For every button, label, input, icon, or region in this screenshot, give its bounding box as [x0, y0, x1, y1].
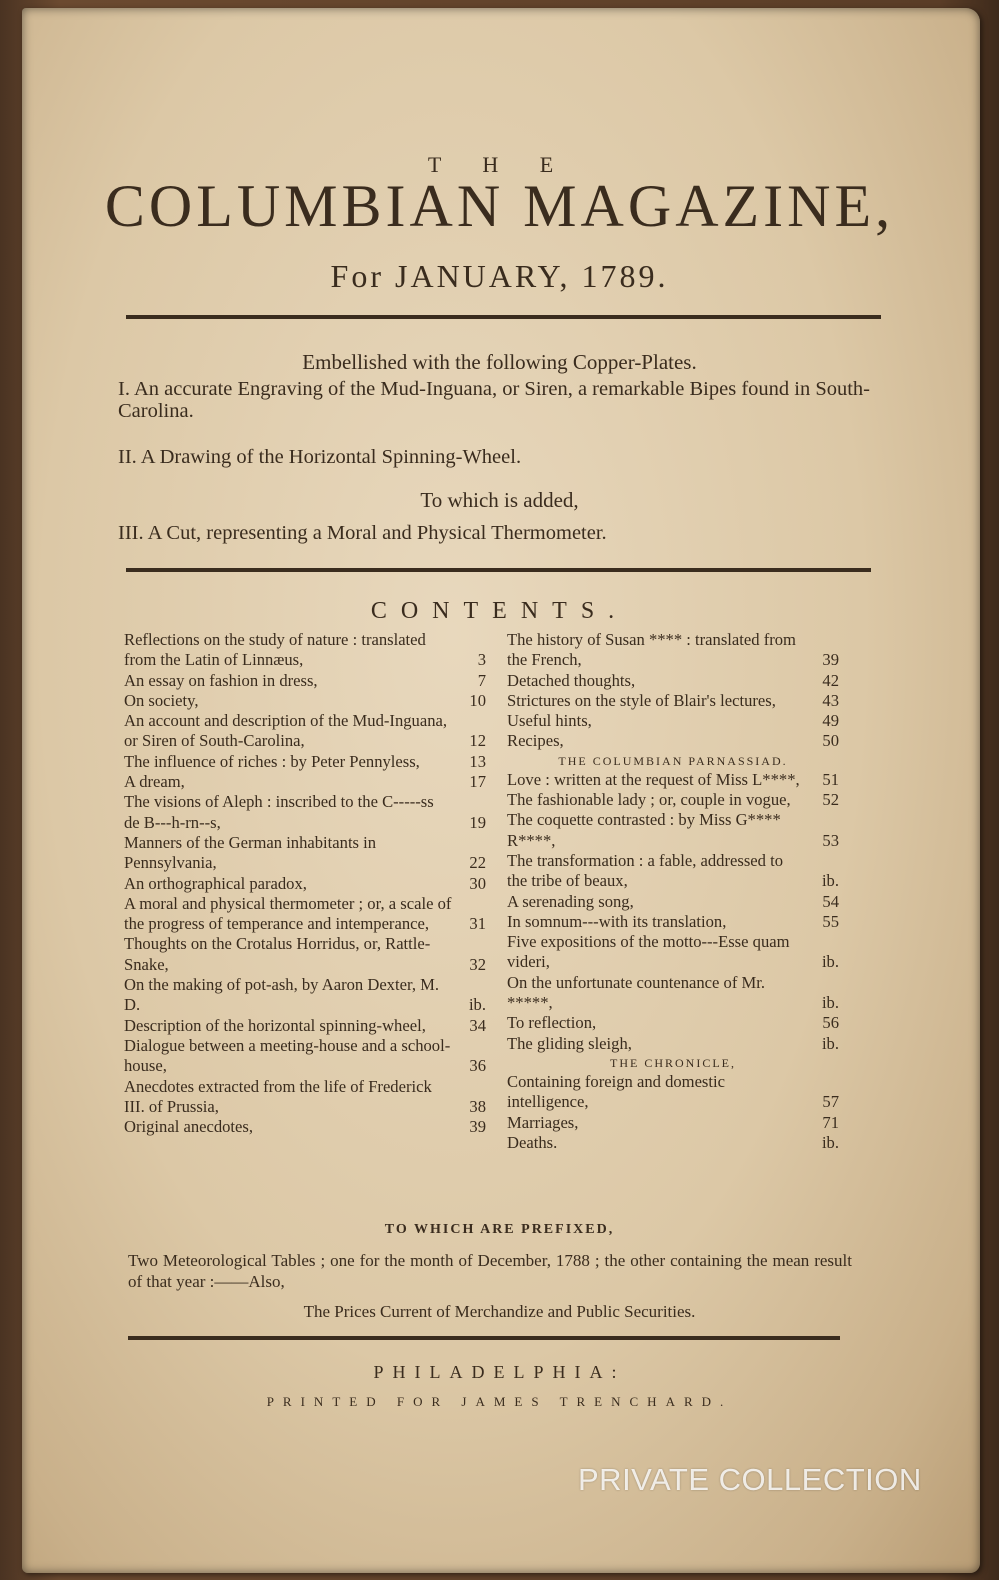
entry-page: 32 — [469, 954, 486, 974]
contents-heading: CONTENTS. — [370, 598, 629, 624]
entry-page: ib. — [821, 871, 839, 891]
entry-title: On the unfortunate countenance of Mr. *****, — [507, 972, 766, 1013]
entry-title: The coquette contrasted : by Miss G**** R****, — [507, 810, 781, 850]
contents-entry — [507, 810, 839, 851]
entry-page: 54 — [822, 891, 839, 911]
entry-title: Detached thoughts, — [507, 670, 636, 690]
divider-rule — [126, 568, 871, 572]
contents-entry — [124, 1036, 486, 1077]
entry-page: 12 — [469, 731, 486, 751]
entry-title: Recipes, — [507, 731, 564, 751]
issue-date: For JANUARY, 1789. — [330, 258, 669, 294]
entry-title: On the making of pot-ash, by Aaron Dexter, M. D. — [124, 975, 440, 1015]
contents-entry — [124, 894, 486, 935]
contents-entry — [507, 711, 839, 731]
entry-page: 56 — [822, 1013, 839, 1033]
contents-subheading: THE CHRONICLE, — [610, 1055, 736, 1070]
plate-item-2: II. A Drawing of the Horizontal Spinning-Wheel. — [118, 446, 522, 468]
plate-item-1: I. An accurate Engraving of the Mud-Inguana, or Siren, a remarkable Bipes found in South-Carolina. — [118, 378, 871, 422]
entry-title: Thoughts on the Crotalus Horridus, or, Rattle-Snake, — [124, 934, 431, 974]
entry-title: Marriages, — [507, 1112, 579, 1132]
entry-title: To reflection, — [507, 1013, 597, 1033]
watermark: PRIVATE COLLECTION — [578, 1462, 922, 1497]
entry-title: The influence of riches : by Peter Pennyless, — [124, 751, 420, 771]
contents-entry — [124, 1117, 486, 1137]
contents-entry — [124, 1077, 486, 1118]
contents-entry — [507, 1133, 839, 1153]
contents-entry — [507, 790, 839, 810]
entry-page: ib. — [821, 1033, 839, 1053]
imprint-printer: PRINTED FOR JAMES TRENCHARD. — [266, 1394, 733, 1409]
entry-page: 38 — [469, 1096, 486, 1116]
entry-title: Anecdotes extracted from the life of Frederick III. of Prussia, — [124, 1076, 432, 1116]
divider-rule — [126, 315, 881, 319]
entry-title: An essay on fashion in dress, — [124, 670, 318, 690]
entry-page: ib. — [821, 993, 839, 1013]
contents-entry — [507, 912, 839, 932]
entry-title: In somnum---with its translation, — [507, 911, 727, 931]
contents-entry — [124, 671, 486, 691]
entry-page: 7 — [477, 670, 486, 690]
contents-entry — [507, 770, 839, 790]
contents-entry — [507, 1072, 839, 1113]
contents-entry — [124, 711, 486, 752]
contents-entry — [507, 892, 839, 912]
contents-entry — [124, 691, 486, 711]
entry-title: Containing foreign and domestic intelligence, — [507, 1071, 725, 1112]
magazine-title: COLUMBIAN MAGAZINE, — [104, 173, 895, 239]
entry-title: Five expositions of the motto---Esse quam videri, — [507, 932, 790, 972]
contents-entry — [507, 691, 839, 711]
entry-title: A moral and physical thermometer ; or, a scale of the progress of temperance and intemperance, — [124, 893, 452, 934]
prefixed-heading: TO WHICH ARE PREFIXED, — [384, 1222, 615, 1237]
contents-entry — [124, 975, 486, 1016]
entry-title: Dialogue between a meeting-house and a school-house, — [124, 1035, 451, 1076]
contents-entry — [124, 792, 486, 833]
contents-entry — [124, 772, 486, 792]
entry-title: Deaths. — [507, 1132, 558, 1152]
entry-title: The transformation : a fable, addressed to the tribe of beaux, — [507, 850, 784, 891]
plate-item-3: III. A Cut, representing a Moral and Physical Thermometer. — [118, 522, 607, 544]
entry-page: 49 — [822, 711, 839, 731]
entry-page: 50 — [822, 731, 839, 751]
contents-entry — [507, 851, 839, 892]
entry-page: ib. — [821, 952, 839, 972]
contents-entry — [124, 1016, 486, 1036]
entry-page: 22 — [469, 853, 486, 873]
entry-title: A serenading song, — [507, 891, 634, 911]
entry-title: The history of Susan **** : translated from the French, — [507, 630, 796, 670]
entry-page: 51 — [822, 769, 839, 789]
entry-title: The fashionable lady ; or, couple in vogue, — [507, 790, 791, 810]
entry-title: Description of the horizontal spinning-wheel, — [124, 1015, 426, 1035]
contents-entry — [124, 833, 486, 874]
entry-page: 34 — [469, 1015, 486, 1035]
contents-entry — [507, 630, 839, 671]
entry-title: On society, — [124, 690, 199, 710]
entry-page: ib. — [468, 995, 486, 1015]
entry-page: 42 — [822, 670, 839, 690]
plates-intro: Embellished with the following Copper-Plates. — [302, 350, 697, 374]
contents-entry — [507, 973, 839, 1014]
entry-page: 31 — [469, 914, 486, 934]
entry-title: Useful hints, — [507, 711, 592, 731]
entry-page: 39 — [469, 1117, 486, 1137]
divider-rule — [128, 1336, 840, 1340]
entry-title: Love : written at the request of Miss L****, — [507, 769, 800, 789]
contents-entry — [124, 934, 486, 975]
plates-added: To which is added, — [420, 488, 579, 512]
tables-note: Two Meteorological Tables ; one for the month of December, 1788 ; the other containing the mean result of that year :——Also, — [128, 1251, 852, 1291]
contents-entry — [507, 731, 839, 751]
title-the: T H E — [427, 152, 572, 177]
entry-page: 10 — [469, 690, 486, 710]
entry-page: 71 — [822, 1112, 839, 1132]
contents-entry — [124, 874, 486, 894]
contents-entry — [507, 932, 839, 973]
entry-title: The visions of Aleph : inscribed to the C-----ss de B---h-rn--s, — [124, 792, 434, 832]
entry-page: 43 — [822, 690, 839, 710]
entry-page: 57 — [822, 1092, 839, 1112]
entry-title: A dream, — [124, 772, 185, 792]
entry-title: Manners of the German inhabitants in Pennsylvania, — [124, 832, 377, 873]
entry-title: The gliding sleigh, — [507, 1033, 632, 1053]
contents-entry — [507, 1034, 839, 1054]
contents-entry — [507, 1113, 839, 1133]
entry-page: 55 — [822, 911, 839, 931]
contents-entry — [124, 630, 486, 671]
contents-subheading: THE COLUMBIAN PARNASSIAD. — [558, 753, 788, 768]
contents-right-column — [507, 630, 839, 1153]
entry-page: 13 — [469, 751, 486, 771]
entry-page: 17 — [469, 772, 486, 792]
contents-entry — [507, 1013, 839, 1033]
contents-left-column — [124, 630, 486, 1137]
entry-page: 36 — [469, 1056, 486, 1076]
entry-page: 39 — [822, 650, 839, 670]
entry-title: Strictures on the style of Blair's lectures, — [507, 690, 776, 710]
contents-entry — [507, 671, 839, 691]
entry-title: Original anecdotes, — [124, 1117, 254, 1137]
contents-entry — [124, 752, 486, 772]
entry-page: 3 — [477, 650, 486, 670]
entry-page: 53 — [822, 830, 839, 850]
entry-page: 52 — [822, 790, 839, 810]
prices-note: The Prices Current of Merchandize and Public Securities. — [303, 1302, 696, 1321]
entry-title: Reflections on the study of nature : translated from the Latin of Linnæus, — [124, 630, 426, 670]
entry-title: An orthographical paradox, — [124, 873, 307, 893]
entry-title: An account and description of the Mud-Inguana, or Siren of South-Carolina, — [124, 711, 448, 751]
imprint-city: PHILADELPHIA: — [373, 1362, 626, 1382]
entry-page: 30 — [469, 873, 486, 893]
entry-page: ib. — [821, 1132, 839, 1152]
entry-page: 19 — [469, 812, 486, 832]
